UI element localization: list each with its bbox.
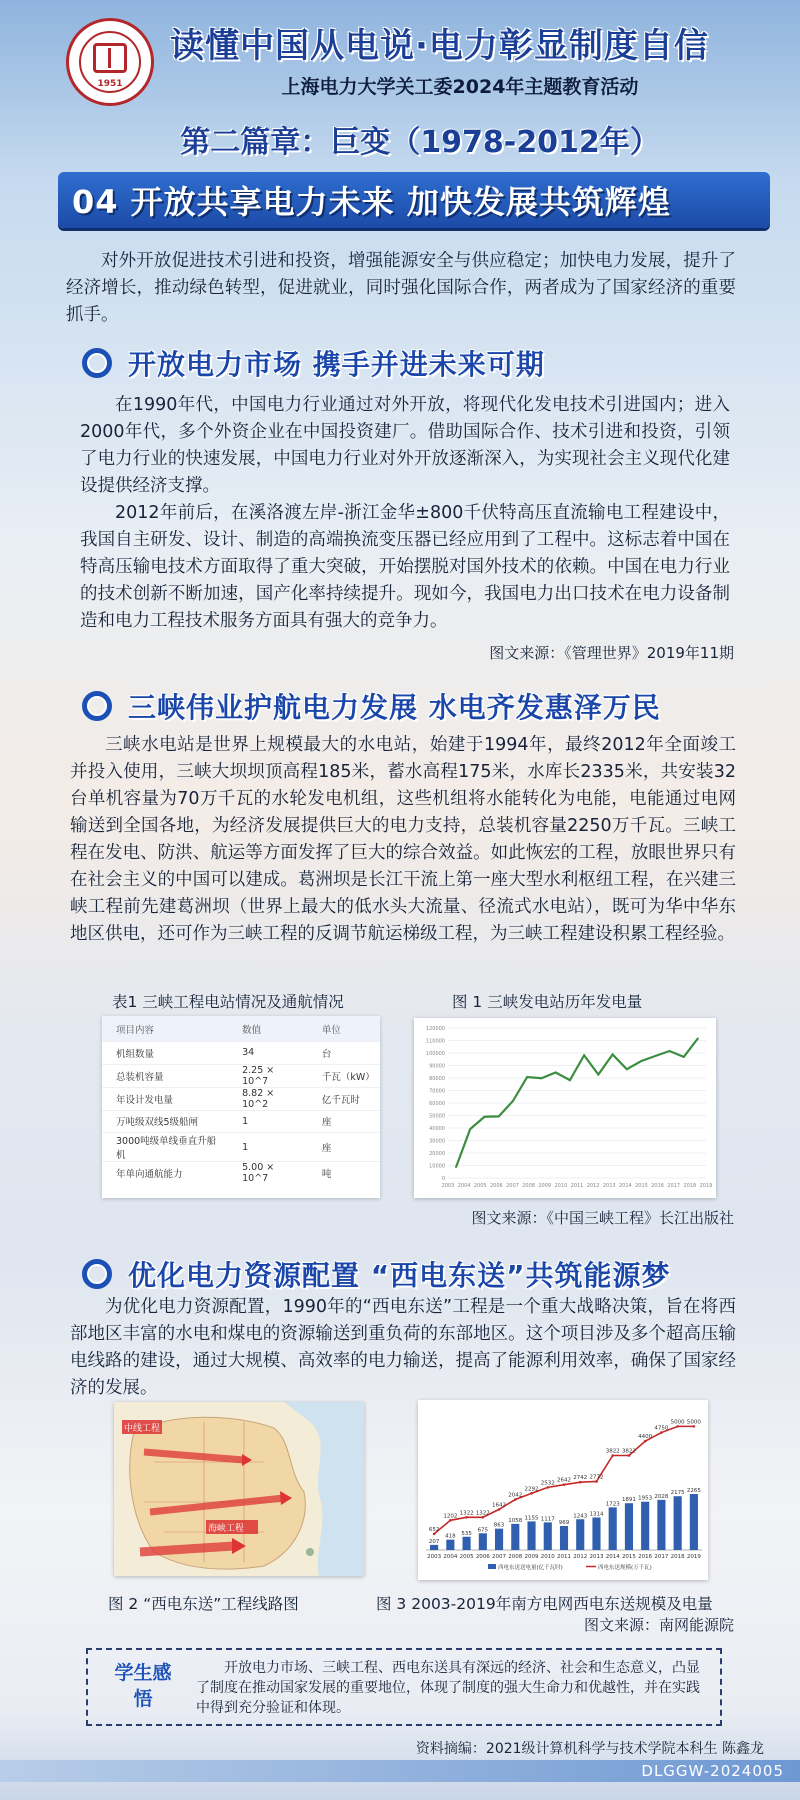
table-cell: 吨 (308, 1162, 380, 1185)
x-tick-label: 2019 (699, 1183, 713, 1189)
bar-value-label: 1723 (605, 1501, 620, 1508)
section2-paragraph: 三峡水电站是世界上规模最大的水电站，始建于1994年，最终2012年全面竣工并投入使用，三峡大坝坝顶高程185米，蓄水高程175米，水库长2335米，共安装32台单机容量为70万千瓦的水轮发电机组，这些机组将水能转化为电能，电能通过电网输送到全国各地，为经济发展提供巨大的电力支持，总装机容量2250万千瓦。三峡工程在发电、防洪、航运等方面发挥了巨大的综合效益。如此恢宏的工程，放眼世界只有在社会主义的中国可以建成。葛洲坝是长江干流上第一座大型水利枢纽工程，在兴建三峡工程前先建葛洲坝（世界上最大的低水头大流量、径流式水电站），既可为华中华东地区供电，还可作为三峡工程的反调节航运梯级工程，为三峡工程建设积累工程经验。 (70, 735, 736, 944)
line-value-label: 3822 (621, 1448, 636, 1455)
y-tick-label: 50000 (429, 1113, 445, 1120)
x-tick-label: 2014 (619, 1183, 632, 1189)
y-tick-label: 110000 (425, 1038, 445, 1045)
y-tick-label: 60000 (429, 1101, 445, 1107)
x-tick-label: 2013 (589, 1554, 604, 1560)
x-tick-label: 2015 (621, 1554, 636, 1560)
bar-value-label: 1117 (540, 1516, 555, 1523)
x-tick-label: 2005 (473, 1183, 487, 1189)
legend-label: 西电东送送电量(亿千瓦时) (498, 1565, 563, 1571)
section-ring-icon (82, 691, 112, 721)
bar (527, 1521, 535, 1550)
section1-source: 图文来源：《管理世界》2019年11期 (489, 644, 734, 662)
bar-value-label: 418 (445, 1533, 456, 1540)
figure2-caption: 图 2 “西电东送”工程线路图 (108, 1595, 299, 1613)
map-label-middle: 中线工程 (124, 1424, 161, 1434)
editor-credit: 资料摘编：2021级计算机科学与技术学院本科生 陈鑫龙 (415, 1741, 764, 1757)
data-point (660, 1431, 663, 1434)
x-tick-label: 2011 (570, 1183, 584, 1189)
data-point (644, 1440, 647, 1443)
data-point (611, 1454, 614, 1457)
section3-heading (82, 1254, 671, 1294)
y-tick-label: 40000 (429, 1126, 445, 1132)
x-tick-label: 2004 (457, 1183, 471, 1189)
data-point (482, 1516, 485, 1519)
line-value-label: 2042 (508, 1492, 523, 1499)
x-tick-label: 2017 (667, 1183, 681, 1189)
table-header-row (102, 1016, 380, 1042)
data-point (526, 1076, 528, 1078)
bar-value-label: 2028 (654, 1493, 669, 1500)
x-tick-label: 2010 (540, 1554, 555, 1560)
table-cell: 座 (308, 1133, 380, 1162)
data-point (498, 1508, 501, 1511)
data-point (433, 1533, 436, 1536)
data-point (455, 1166, 457, 1168)
y-tick-label: 20000 (429, 1151, 445, 1157)
table-row (102, 1162, 380, 1185)
figure2-map (114, 1402, 364, 1576)
table-cell: 千瓦（kW） (308, 1064, 380, 1087)
data-point (683, 1056, 685, 1058)
figure1-caption: 图 1 三峡发电站历年发电量 (452, 993, 643, 1011)
logo-year: 1951 (97, 79, 123, 89)
bar-value-label: 1891 (621, 1497, 636, 1504)
bar (592, 1518, 600, 1550)
section1-paragraph-2: 2012年前后，在溪洛渡左岸-浙江金华±800千伏特高压直流输电工程建设中，我国自主研发、设计、制造的高端换流变压器已经应用到了工程中。这标志着中国在特高压输电技术方面取得了重大突破，开始摆脱对国外技术的依赖。中国在电力行业的技术创新不断加速，国产化率持续提升。现如今，我国电力出口技术在电力设备制造和电力工程技术服务方面具有强大的竞争力。 (80, 503, 730, 631)
table-row (102, 1133, 380, 1162)
section3-source: 图文来源：南网能源院 (583, 1616, 734, 1634)
table-cell: 万吨级双线5级船闸 (102, 1110, 228, 1133)
bar-value-label: 863 (493, 1522, 505, 1529)
x-tick-label: 2008 (508, 1554, 523, 1560)
legend-swatch-bars (488, 1564, 496, 1569)
table-cell: 年设计发电量 (102, 1087, 228, 1110)
line-value-label: 5000 (686, 1419, 701, 1426)
x-tick-label: 2011 (557, 1554, 571, 1560)
table-header-cell: 数值 (228, 1016, 308, 1042)
data-point (449, 1519, 452, 1522)
logo-emblem-icon (93, 43, 127, 73)
x-tick-label: 2009 (524, 1554, 539, 1560)
figure3-bar-line-chart (418, 1400, 708, 1580)
line-value-label: 3822 (605, 1448, 620, 1455)
x-tick-label: 2015 (635, 1183, 648, 1189)
section3-title: 优化电力资源配置 “西电东送”共筑能源梦 (128, 1259, 671, 1292)
bar-value-label: 1243 (573, 1513, 588, 1520)
bar-value-label: 1953 (638, 1495, 653, 1502)
x-tick-label: 2003 (441, 1183, 455, 1189)
data-point (579, 1481, 582, 1484)
x-tick-label: 2006 (475, 1554, 490, 1560)
data-point (583, 1055, 585, 1057)
bar (690, 1494, 698, 1550)
bar (576, 1519, 584, 1550)
table-row (102, 1064, 380, 1087)
table-cell: 2.25 × 10^7 (228, 1064, 308, 1087)
x-tick-label: 2016 (638, 1554, 653, 1560)
section1-title: 开放电力市场 携手并进未来可期 (128, 348, 545, 381)
table1-caption: 表1 三峡工程电站情况及通航情况 (112, 993, 344, 1011)
table-cell: 座 (308, 1110, 380, 1133)
data-point (563, 1483, 566, 1486)
bar (609, 1507, 617, 1550)
line-value-label: 1322 (459, 1510, 474, 1517)
x-tick-label: 2012 (573, 1554, 588, 1560)
line-value-label: 1202 (443, 1513, 458, 1520)
table-row (102, 1087, 380, 1110)
x-tick-label: 2013 (602, 1183, 616, 1189)
x-tick-label: 2010 (554, 1183, 568, 1189)
figure1-line-chart (414, 1018, 716, 1198)
bar-value-label: 535 (461, 1530, 472, 1537)
table-cell: 34 (228, 1042, 308, 1065)
data-point (612, 1054, 614, 1056)
bar-value-label: 2265 (686, 1487, 701, 1494)
figure3-card (418, 1400, 708, 1580)
y-tick-label: 10000 (429, 1163, 445, 1170)
x-tick-label: 2003 (427, 1554, 442, 1560)
y-tick-label: 30000 (429, 1138, 445, 1145)
line-value-label: 1322 (475, 1510, 490, 1517)
figure1-card (414, 1018, 716, 1198)
data-point (530, 1492, 533, 1495)
data-point (654, 1055, 656, 1057)
table-cell: 1 (228, 1133, 308, 1162)
table-row (102, 1110, 380, 1133)
data-point (512, 1100, 514, 1102)
y-tick-label: 0 (441, 1176, 445, 1182)
section2-title: 三峡伟业护航电力发展 水电齐发惠泽万民 (128, 691, 661, 724)
data-point (546, 1486, 549, 1489)
section-ring-icon (82, 1259, 112, 1289)
reflection-text: 开放电力市场、三峡工程、西电东送具有深远的经济、社会和生态意义，凸显了制度在推动国家发展的重要地位，体现了制度的强大生命力和优越性，并在实践中得到充分验证和体现。 (196, 1660, 700, 1716)
topic-banner-text: 04 开放共享电力未来 加快发展共筑辉煌 (72, 183, 671, 221)
y-tick-label: 80000 (429, 1076, 445, 1082)
bar (446, 1540, 454, 1550)
bar (511, 1524, 519, 1550)
bar (430, 1545, 438, 1550)
line-value-label: 2742 (573, 1475, 588, 1482)
section2-source: 图文来源：《中国三峡工程》长江出版社 (471, 1209, 734, 1227)
y-tick-label: 120000 (425, 1026, 445, 1032)
page-title: 读懂中国从电说·电力彰显制度自信 (170, 26, 709, 66)
bar-value-label: 1314 (589, 1511, 604, 1518)
line-value-label: 5000 (670, 1419, 685, 1426)
x-tick-label: 2005 (459, 1554, 474, 1560)
section-ring-icon (82, 348, 112, 378)
bar-value-label: 1058 (508, 1517, 523, 1524)
table-cell: 8.82 × 10^2 (228, 1087, 308, 1110)
data-point (569, 1079, 571, 1081)
data-point (669, 1050, 671, 1052)
table-header-cell: 项目内容 (102, 1016, 228, 1042)
x-tick-label: 2012 (586, 1183, 600, 1189)
table-cell: 1 (228, 1110, 308, 1133)
data-point (541, 1077, 543, 1079)
bar-value-label: 2175 (670, 1490, 685, 1497)
bar (657, 1500, 665, 1550)
x-tick-label: 2004 (443, 1554, 458, 1560)
data-point (598, 1074, 600, 1076)
x-tick-label: 2007 (506, 1183, 519, 1189)
line-value-label: 2642 (557, 1477, 571, 1484)
student-reflection-box (86, 1648, 722, 1726)
x-tick-label: 2019 (686, 1554, 701, 1560)
data-point (626, 1068, 628, 1070)
data-point (514, 1498, 517, 1501)
bar-value-label: 675 (477, 1527, 489, 1534)
bar (560, 1526, 568, 1550)
bar-value-label: 1155 (524, 1515, 539, 1522)
table-row (102, 1042, 380, 1065)
data-point (693, 1425, 696, 1428)
line-value-label: 2772 (589, 1474, 604, 1481)
table1 (102, 1016, 380, 1184)
x-tick-label: 2007 (492, 1554, 507, 1560)
bar (463, 1537, 471, 1550)
reflection-label: 学生感悟 (114, 1662, 172, 1710)
line-value-label: 652 (428, 1526, 440, 1533)
data-point (628, 1454, 631, 1457)
table-cell: 总装机容量 (102, 1064, 228, 1087)
data-point (484, 1116, 486, 1118)
table-cell: 台 (308, 1042, 380, 1065)
section1-paragraph-1: 在1990年代，中国电力行业通过对外开放，将现代化发电技术引进国内；进入2000年代，多个外资企业在中国投资建厂。借助国际合作、技术引进和投资，引领了电力行业的快速发展，中国电力行业对外开放逐渐深入，为实现社会主义现代化建设提供经济支撑。 (80, 395, 730, 496)
bar (479, 1533, 487, 1550)
x-tick-label: 2017 (654, 1554, 669, 1560)
table1-card (102, 1016, 380, 1198)
table-cell: 机组数量 (102, 1042, 228, 1065)
line-value-label: 1642 (492, 1502, 507, 1509)
bar-value-label: 207 (428, 1538, 440, 1545)
line-value-label: 4750 (654, 1425, 669, 1432)
x-tick-label: 2018 (683, 1183, 697, 1189)
x-tick-label: 2006 (490, 1183, 503, 1189)
chapter-title: 第二篇章：巨变（1978-2012年） (180, 125, 660, 160)
line-value-label: 2532 (540, 1480, 555, 1487)
page-subtitle: 上海电力大学关工委2024年主题教育活动 (281, 76, 639, 98)
section3-paragraph: 为优化电力资源配置，1990年的“西电东送”工程是一个重大战略决策，旨在将西部地区丰富的水电和煤电的资源输送到重负荷的东部地区。这个项目涉及多个超高压输电线路的建设，通过大规模、高效率的电力输送，提高了能源利用效率，确保了国家经济的发展。 (70, 1297, 736, 1398)
line-value-label: 4400 (638, 1434, 653, 1441)
data-point (697, 1037, 699, 1039)
x-tick-label: 2018 (670, 1554, 685, 1560)
section1-heading (82, 343, 545, 383)
bar (544, 1522, 552, 1550)
bar (625, 1503, 633, 1550)
legend-label: 西电东送规模(万千瓦) (598, 1565, 652, 1571)
data-point (640, 1060, 642, 1062)
table-cell: 5.00 × 10^7 (228, 1162, 308, 1185)
topic-banner (58, 172, 770, 228)
document-code: DLGGW-2024005 (641, 1762, 784, 1780)
bar (495, 1529, 503, 1550)
section2-heading (82, 686, 661, 726)
intro-paragraph: 对外开放促进技术引进和投资，增强能源安全与供应稳定；加快电力发展，提升了经济增长，推动绿色转型，促进就业，同时强化国际合作，两者成为了国家经济的重要抓手。 (66, 251, 736, 325)
data-point (469, 1128, 471, 1130)
table-cell: 3000吨级单线垂直升船机 (102, 1133, 228, 1162)
data-point (595, 1480, 598, 1483)
x-tick-label: 2009 (538, 1183, 552, 1189)
data-point (676, 1425, 679, 1428)
map-label-south: 海峡工程 (208, 1524, 245, 1534)
data-point (498, 1116, 500, 1118)
table-cell: 亿千瓦时 (308, 1087, 380, 1110)
x-tick-label: 2008 (522, 1183, 535, 1189)
bar (674, 1496, 682, 1550)
bar-value-label: 969 (558, 1520, 570, 1527)
data-point (465, 1516, 468, 1519)
x-tick-label: 2014 (605, 1554, 620, 1560)
y-tick-label: 90000 (429, 1063, 445, 1070)
table-header-cell: 单位 (308, 1016, 380, 1042)
y-tick-label: 70000 (429, 1088, 445, 1095)
figure3-caption: 图 3 2003-2019年南方电网西电东送规模及电量 (376, 1595, 713, 1613)
data-point (555, 1072, 557, 1074)
line-value-label: 2292 (524, 1486, 539, 1493)
x-tick-label: 2016 (651, 1183, 664, 1189)
bar (641, 1502, 649, 1550)
y-tick-label: 100000 (425, 1051, 445, 1057)
china-map-graphic (114, 1402, 364, 1576)
table-cell: 年单向通航能力 (102, 1162, 228, 1185)
